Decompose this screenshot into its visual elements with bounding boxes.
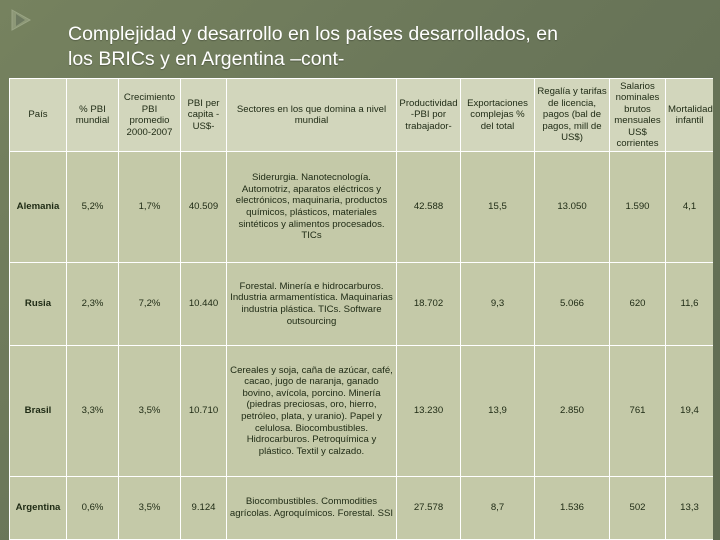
cell-productividad: 42.588: [397, 152, 461, 263]
cell-pbi-per-capita: 9.124: [181, 477, 227, 540]
table-row: [10, 477, 714, 540]
cell-productividad: 13.230: [397, 346, 461, 477]
cell-mortalidad: 13,3: [666, 477, 714, 540]
cell-productividad: 18.702: [397, 263, 461, 346]
cell-country: Argentina: [10, 477, 67, 540]
header-pais: País: [10, 79, 67, 152]
cell-exportaciones: 13,9: [461, 346, 535, 477]
cell-sectores: Cereales y soja, caña de azúcar, café, cacao, jugo de naranja, ganado bovino, avícola, porcino. Minería (piedras preciosas, oro, hierro, petróleo, plata, y uranio). Papel y celulosa. Biocombustibles. Hidrocarburos. Petroquímica y plástico. Textil y calzado.: [227, 346, 397, 477]
cell-pbi-per-capita: 40.509: [181, 152, 227, 263]
cell-regalia: 1.536: [535, 477, 610, 540]
cell-pbi-mundial: 2,3%: [67, 263, 119, 346]
cell-productividad: 27.578: [397, 477, 461, 540]
cell-salarios: 761: [610, 346, 666, 477]
comparison-table: [9, 78, 713, 540]
header-productividad: Productividad -PBI por trabajador-: [397, 79, 461, 152]
cell-exportaciones: 8,7: [461, 477, 535, 540]
slide-title-line-1: Complejidad y desarrollo en los países desarrollados, en: [68, 23, 558, 45]
cell-crecimiento: 1,7%: [119, 152, 181, 263]
cell-country: Brasil: [10, 346, 67, 477]
cell-regalia: 13.050: [535, 152, 610, 263]
cell-crecimiento: 3,5%: [119, 477, 181, 540]
cell-country: Rusia: [10, 263, 67, 346]
cell-exportaciones: 9,3: [461, 263, 535, 346]
header-sectores: Sectores en los que domina a nivel mundial: [227, 79, 397, 152]
cell-exportaciones: 15,5: [461, 152, 535, 263]
header-exportaciones: Exportaciones complejas % del total: [461, 79, 535, 152]
table-row: [10, 263, 714, 346]
cell-country: Alemania: [10, 152, 67, 263]
cell-sectores: Forestal. Minería e hidrocarburos. Industria armamentística. Maquinarias industria plástica. TICs. Software outsourcing: [227, 263, 397, 346]
cell-regalia: 2.850: [535, 346, 610, 477]
table-header-row: [10, 79, 714, 152]
header-salarios: Salarios nominales brutos mensuales US$ corrientes: [610, 79, 666, 152]
header-crecimiento: Crecimiento PBI promedio 2000-2007: [119, 79, 181, 152]
header-regalia: Regalía y tarifas de licencia, pagos (bal de pagos, mill de US$): [535, 79, 610, 152]
header-pbi-mundial: % PBI mundial: [67, 79, 119, 152]
cell-mortalidad: 19,4: [666, 346, 714, 477]
arrow-right-icon: [8, 6, 36, 34]
slide-title-line-2: los BRICs y en Argentina –cont-: [68, 48, 345, 70]
cell-sectores: Siderurgia. Nanotecnología. Automotriz, aparatos eléctricos y electrónicos, maquinaria, productos químicos, plásticos, materiales sintéticos y alimentos procesados. TICs: [227, 152, 397, 263]
table-row: [10, 152, 714, 263]
cell-sectores: Biocombustibles. Commodities agrícolas. Agroquímicos. Forestal. SSI: [227, 477, 397, 540]
cell-pbi-mundial: 3,3%: [67, 346, 119, 477]
cell-pbi-mundial: 0,6%: [67, 477, 119, 540]
cell-salarios: 502: [610, 477, 666, 540]
slide-title: [68, 22, 708, 72]
table-row: [10, 346, 714, 477]
header-pbi-per-capita: PBI per capita - US$-: [181, 79, 227, 152]
cell-pbi-mundial: 5,2%: [67, 152, 119, 263]
cell-salarios: 620: [610, 263, 666, 346]
cell-regalia: 5.066: [535, 263, 610, 346]
cell-pbi-per-capita: 10.710: [181, 346, 227, 477]
cell-mortalidad: 11,6: [666, 263, 714, 346]
cell-pbi-per-capita: 10.440: [181, 263, 227, 346]
header-mortalidad: Mortalidad infantil: [666, 79, 714, 152]
cell-salarios: 1.590: [610, 152, 666, 263]
cell-mortalidad: 4,1: [666, 152, 714, 263]
comparison-table-container: [9, 78, 713, 540]
cell-crecimiento: 3,5%: [119, 346, 181, 477]
cell-crecimiento: 7,2%: [119, 263, 181, 346]
